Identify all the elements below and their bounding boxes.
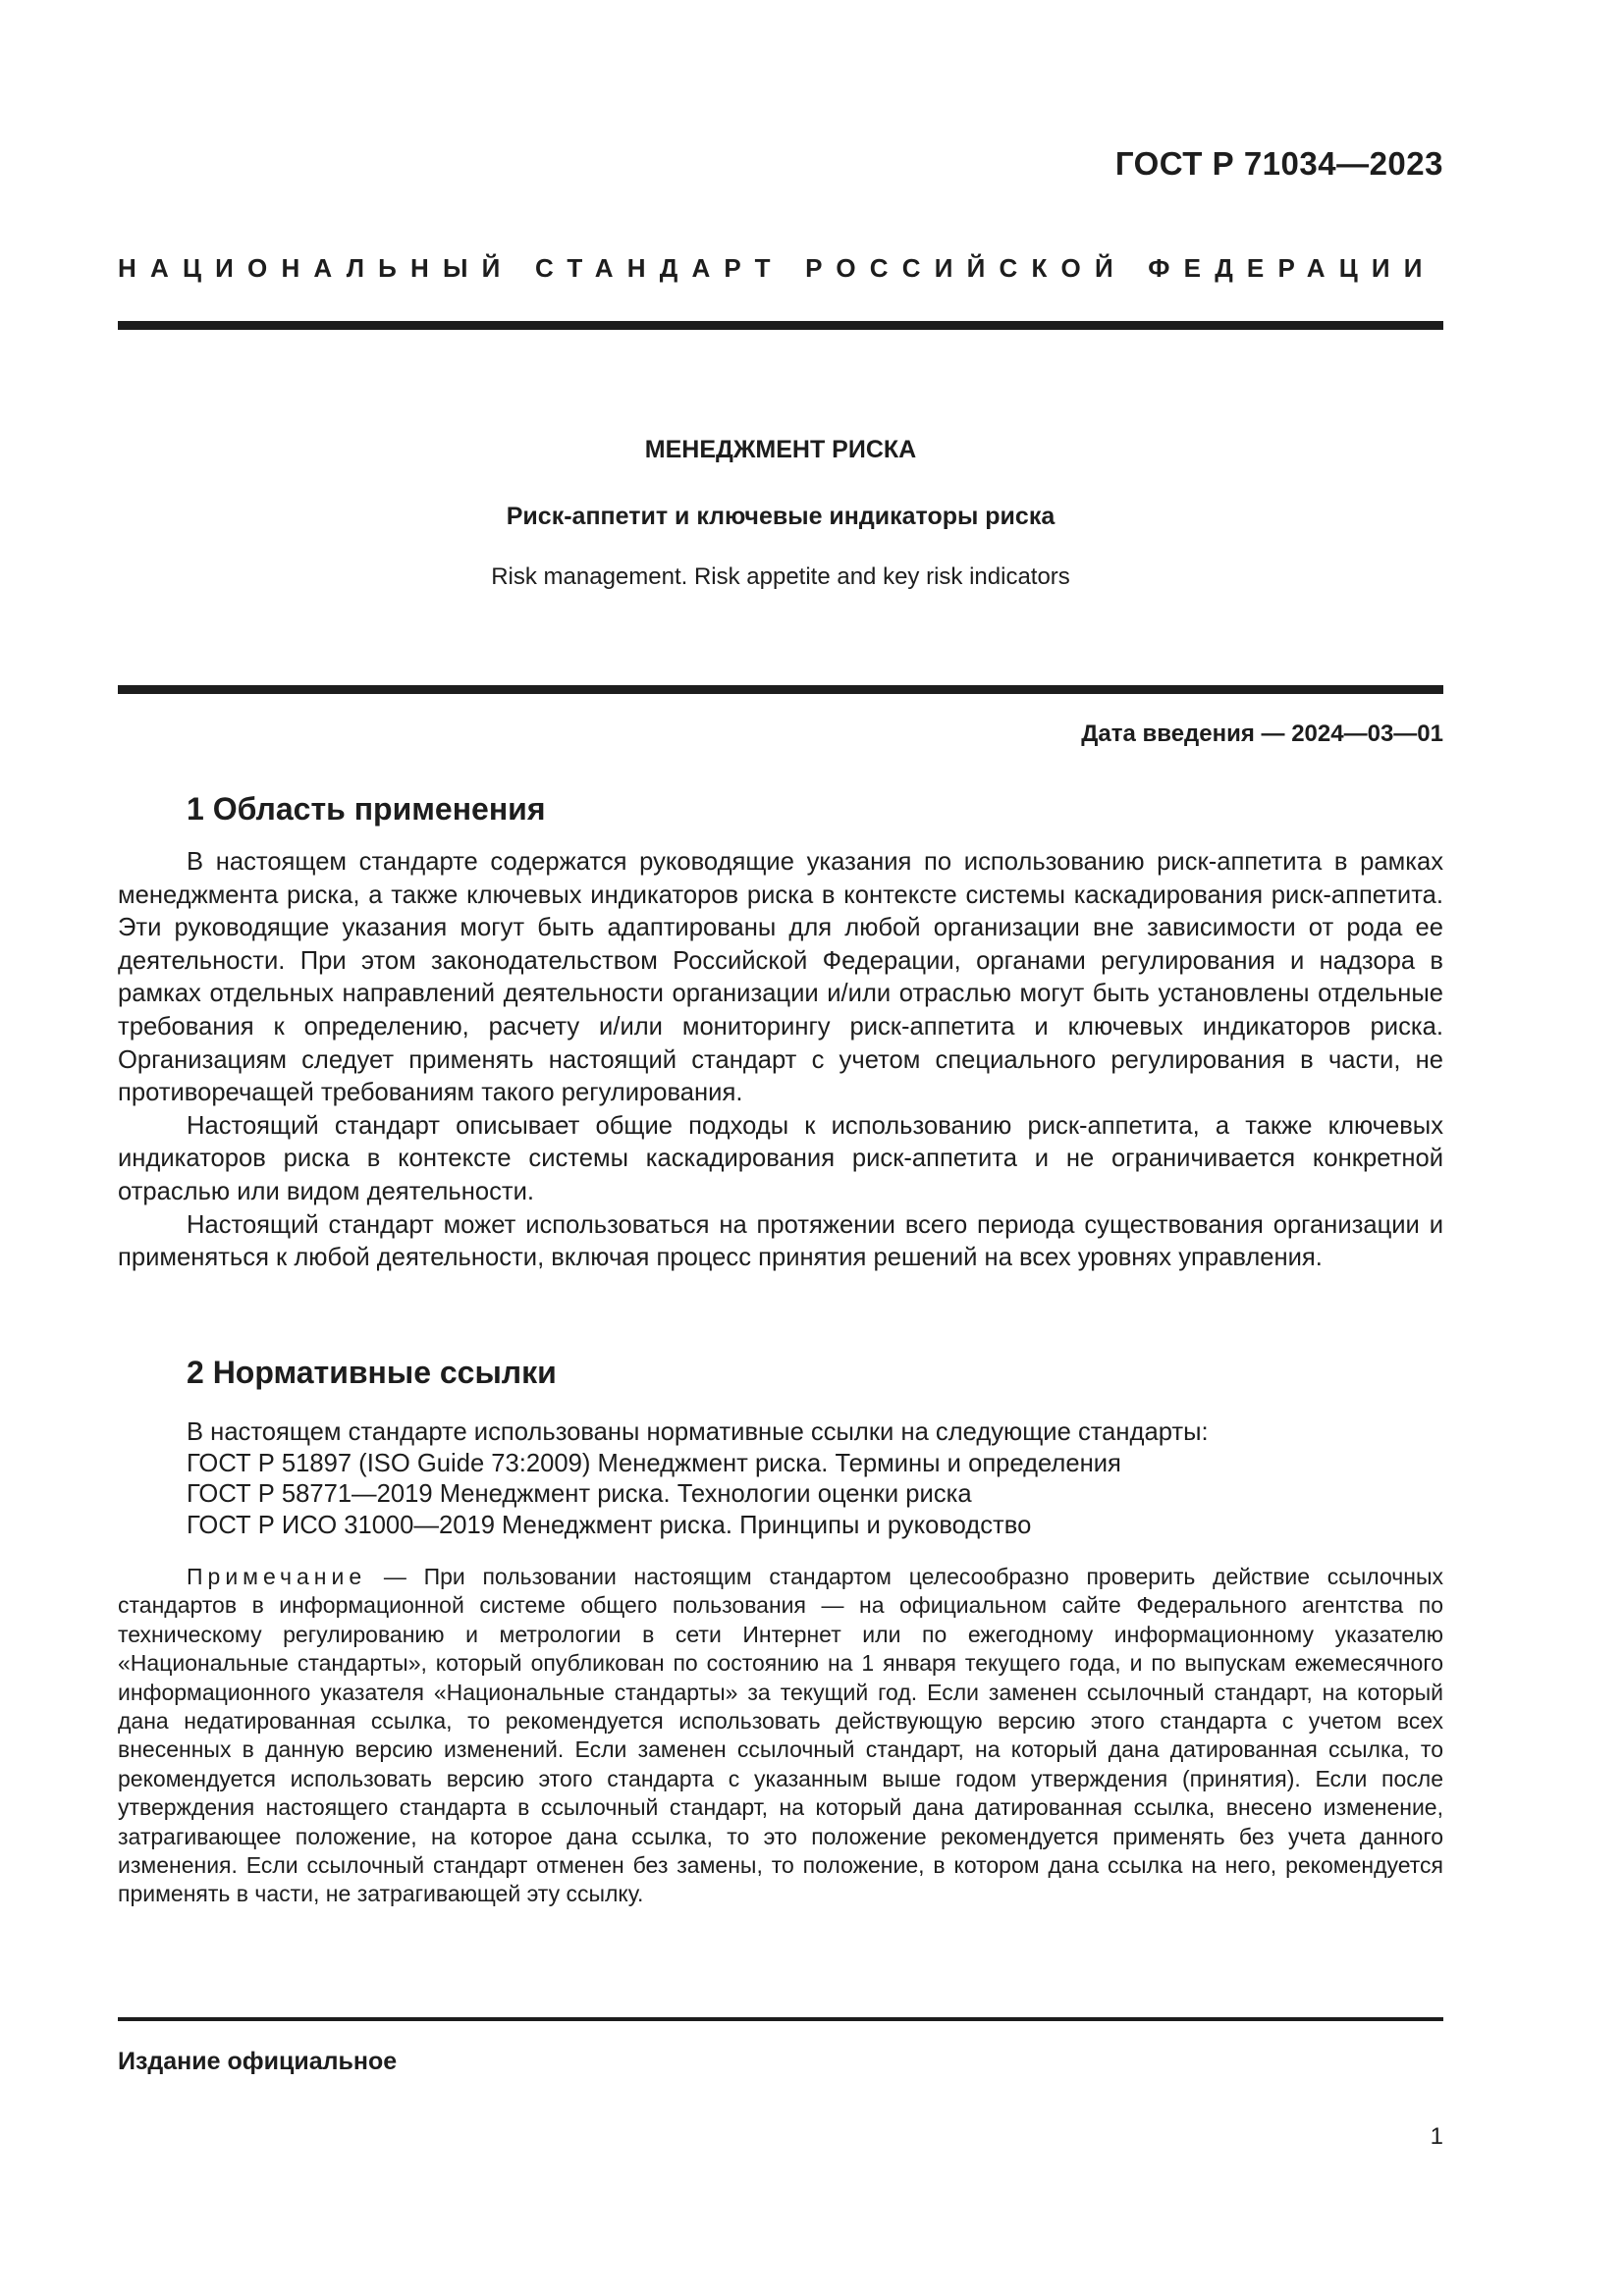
footer-divider (118, 2017, 1443, 2021)
references-intro: В настоящем стандарте использованы нормативные ссылки на следующие стандарты: (187, 1418, 1209, 1446)
reference-item: ГОСТ Р 51897 (ISO Guide 73:2009) Менеджмент риска. Термины и определения (187, 1449, 1121, 1477)
references-note (118, 1563, 1443, 1909)
header-divider (118, 321, 1443, 330)
section-1-paragraph: Настоящий стандарт может использоваться на протяжении всего периода существования организации и применяться к любой деятельности, включая процесс принятия решений на всех уровнях управления. (118, 1210, 1443, 1272)
document-title: МЕНЕДЖМЕНТ РИСКА (644, 436, 917, 463)
introduction-date: Дата введения — 2024—03—01 (1081, 721, 1443, 747)
section-2-heading: 2 Нормативные ссылки (187, 1355, 557, 1390)
edition-label: Издание официальное (118, 2048, 398, 2075)
references-list (187, 1417, 1209, 1541)
section-1-paragraph: В настоящем стандарте содержатся руководящие указания по использованию риск-аппетита в рамках менеджмента риска, а также ключевых индикаторов риска в контексте системы каскадирования риск-аппетита. Эти руководящие указания могут быть адаптированы для любой организации вне зависимости от рода ее деятельности. При этом законодательством Российской Федерации, органами регулирования и надзора в рамках отдельных направлений деятельности организации и/или отраслью могут быть установлены отдельные требования к определению, расчету и/или мониторингу риск-аппетита и ключевых индикаторов риска. Организациям следует применять настоящий стандарт с учетом специального регулирования в части, не противоречащей требованиям такого регулирования. (118, 848, 1443, 1107)
section-1-heading: 1 Область применения (187, 791, 546, 827)
reference-item: ГОСТ Р ИСО 31000—2019 Менеджмент риска. Принципы и руководство (187, 1511, 1032, 1539)
document-subtitle: Риск-аппетит и ключевые индикаторы риска (506, 503, 1056, 530)
page-number: 1 (1430, 2123, 1443, 2150)
note-text: — При пользовании настоящим стандартом целесообразно проверить действие ссылочных стандартов в информационной системе общего пользования — на официальном сайте Федерального агентства по техническому регулированию и метрологии в сети Интернет или по ежегодному информационному указателю «Национальные стандарты», который опубликован по состоянию на 1 января текущего года, и по выпускам ежемесячного информационного указателя «Национальные стандарты» за текущий год. Если заменен ссылочный стандарт, на который дана недатированная ссылка, то рекомендуется использовать действующую версию этого стандарта с учетом всех внесенных в данную версию изменений. Если заменен ссылочный стандарт, на который дана датированная ссылка, то рекомендуется использовать версию этого стандарта с указанным выше годом утверждения (принятия). Если после утверждения настоящего стандарта в ссылочный стандарт, на который дана датированная ссылка, внесено изменение, затрагивающее положение, на которое дана ссылка, то это положение рекомендуется применять без учета данного изменения. Если ссылочный стандарт отменен без замены, то положение, в котором дана ссылка на него, рекомендуется применять в части, не затрагивающей эту ссылку. (118, 1564, 1443, 1907)
title-divider (118, 685, 1443, 694)
section-1-body (118, 846, 1443, 1275)
note-label: Примечание (187, 1564, 367, 1589)
document-number: ГОСТ Р 71034—2023 (1114, 145, 1443, 182)
reference-item: ГОСТ Р 58771—2019 Менеджмент риска. Технологии оценки риска (187, 1480, 972, 1508)
section-1-paragraph: Настоящий стандарт описывает общие подходы к использованию риск-аппетита, а также ключевых индикаторов риска в контексте системы каскадирования риск-аппетита и не ограничивается конкретной отраслью или видом деятельности. (118, 1111, 1443, 1205)
english-title: Risk management. Risk appetite and key risk indicators (491, 563, 1070, 590)
national-standard-title: НАЦИОНАЛЬНЫЙ СТАНДАРТ РОССИЙСКОЙ ФЕДЕРАЦИИ (118, 253, 1436, 283)
document-page (118, 0, 1443, 2296)
